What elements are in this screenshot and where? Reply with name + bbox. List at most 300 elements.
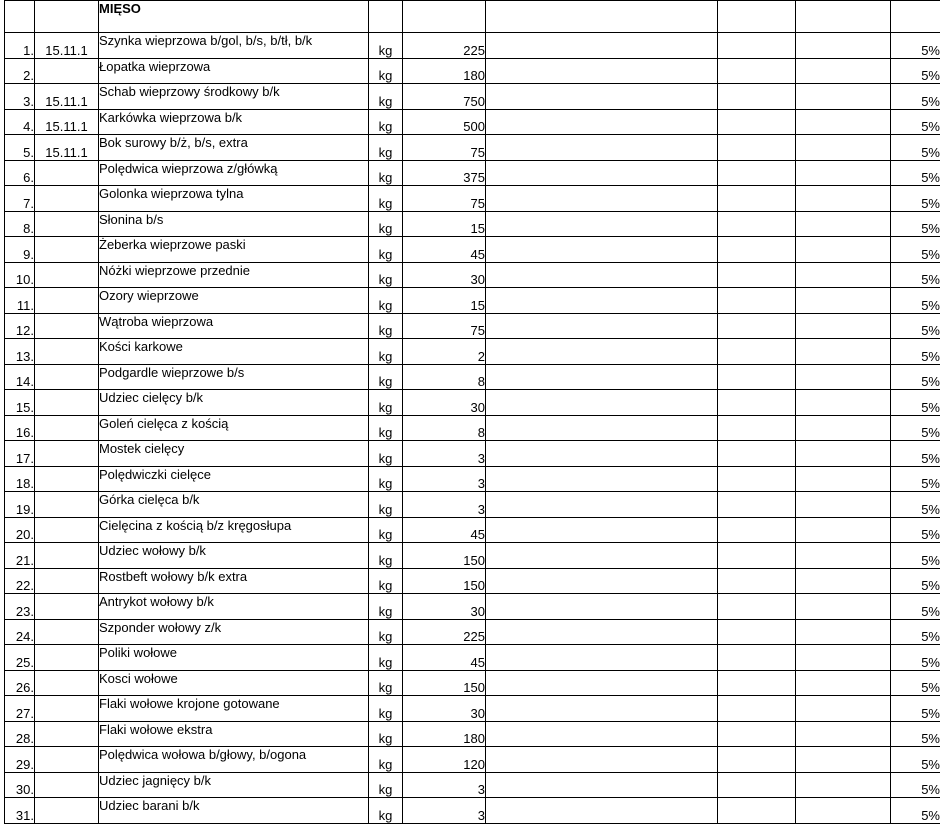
- unit-cell: kg: [369, 109, 403, 135]
- empty-cell: [718, 211, 796, 237]
- empty-cell: [796, 186, 891, 212]
- empty-cell: [796, 237, 891, 263]
- empty-cell: [718, 415, 796, 441]
- empty-cell: [486, 619, 718, 645]
- empty-cell: [486, 135, 718, 161]
- empty-cell: [718, 1, 796, 33]
- unit-cell: kg: [369, 543, 403, 569]
- empty-cell: [486, 747, 718, 773]
- meat-order-table: [4, 0, 940, 824]
- row-number: 28.: [5, 721, 35, 747]
- row-number: 5.: [5, 135, 35, 161]
- table-row: [5, 415, 940, 441]
- vat-rate-cell: 5%: [891, 415, 940, 441]
- unit-cell: kg: [369, 58, 403, 84]
- product-name: Schab wieprzowy środkowy b/k: [99, 84, 369, 110]
- empty-cell: [796, 211, 891, 237]
- empty-cell: [486, 798, 718, 824]
- table-row: [5, 772, 940, 798]
- table-row: [5, 33, 940, 59]
- quantity-cell: 45: [403, 645, 486, 671]
- product-code: [35, 619, 99, 645]
- unit-cell: kg: [369, 721, 403, 747]
- empty-cell: [718, 441, 796, 467]
- vat-rate-cell: 5%: [891, 670, 940, 696]
- empty-cell: [796, 288, 891, 314]
- table-row: [5, 186, 940, 212]
- unit-cell: kg: [369, 517, 403, 543]
- unit-cell: kg: [369, 313, 403, 339]
- table-row: [5, 670, 940, 696]
- table-row: [5, 619, 940, 645]
- quantity-cell: 150: [403, 670, 486, 696]
- empty-cell: [796, 58, 891, 84]
- unit-cell: kg: [369, 339, 403, 365]
- empty-cell: [796, 645, 891, 671]
- unit-cell: kg: [369, 160, 403, 186]
- empty-cell: [486, 415, 718, 441]
- unit-cell: kg: [369, 747, 403, 773]
- empty-cell: [718, 160, 796, 186]
- empty-cell: [718, 568, 796, 594]
- product-code: [35, 262, 99, 288]
- empty-cell: [718, 58, 796, 84]
- unit-cell: kg: [369, 237, 403, 263]
- empty-cell: [796, 594, 891, 620]
- empty-cell: [486, 58, 718, 84]
- table-row: [5, 390, 940, 416]
- product-name: Kości karkowe: [99, 339, 369, 365]
- row-number: 2.: [5, 58, 35, 84]
- unit-cell: kg: [369, 415, 403, 441]
- table-row: [5, 211, 940, 237]
- empty-cell: [796, 160, 891, 186]
- empty-cell: [718, 288, 796, 314]
- product-name: Łopatka wieprzowa: [99, 58, 369, 84]
- table-row: [5, 747, 940, 773]
- product-code: [35, 543, 99, 569]
- product-name: Goleń cielęca z kością: [99, 415, 369, 441]
- row-number: 16.: [5, 415, 35, 441]
- empty-cell: [718, 696, 796, 722]
- product-name: Flaki wołowe ekstra: [99, 721, 369, 747]
- table-row: [5, 594, 940, 620]
- row-number: 1.: [5, 33, 35, 59]
- empty-cell: [486, 517, 718, 543]
- empty-cell: [718, 33, 796, 59]
- empty-cell: [486, 84, 718, 110]
- table-row: [5, 84, 940, 110]
- row-number: 3.: [5, 84, 35, 110]
- vat-rate-cell: 5%: [891, 772, 940, 798]
- product-name: Rostbeft wołowy b/k extra: [99, 568, 369, 594]
- product-name: Antrykot wołowy b/k: [99, 594, 369, 620]
- quantity-cell: 3: [403, 466, 486, 492]
- vat-rate-cell: 5%: [891, 109, 940, 135]
- quantity-cell: 375: [403, 160, 486, 186]
- empty-cell: [486, 492, 718, 518]
- empty-cell: [796, 262, 891, 288]
- product-code: [35, 288, 99, 314]
- empty-cell: [486, 568, 718, 594]
- row-number: 23.: [5, 594, 35, 620]
- table-row: [5, 364, 940, 390]
- quantity-cell: 150: [403, 543, 486, 569]
- product-code: 15.11.1: [35, 109, 99, 135]
- product-code: [35, 364, 99, 390]
- empty-cell: [796, 517, 891, 543]
- product-code: [35, 415, 99, 441]
- empty-cell: [718, 772, 796, 798]
- empty-cell: [796, 33, 891, 59]
- product-code: 15.11.1: [35, 135, 99, 161]
- row-number: 6.: [5, 160, 35, 186]
- empty-cell: [718, 517, 796, 543]
- vat-rate-cell: 5%: [891, 619, 940, 645]
- product-name: Kosci wołowe: [99, 670, 369, 696]
- empty-cell: [718, 543, 796, 569]
- empty-cell: [796, 84, 891, 110]
- empty-cell: [796, 798, 891, 824]
- vat-rate-cell: 5%: [891, 211, 940, 237]
- product-code: [35, 670, 99, 696]
- row-number: 15.: [5, 390, 35, 416]
- empty-cell: [403, 1, 486, 33]
- vat-rate-cell: 5%: [891, 288, 940, 314]
- quantity-cell: 500: [403, 109, 486, 135]
- vat-rate-cell: 5%: [891, 339, 940, 365]
- quantity-cell: 2: [403, 339, 486, 365]
- unit-cell: kg: [369, 186, 403, 212]
- table-row: [5, 568, 940, 594]
- empty-cell: [796, 747, 891, 773]
- empty-cell: [796, 109, 891, 135]
- product-name: Golonka wieprzowa tylna: [99, 186, 369, 212]
- table-row: [5, 466, 940, 492]
- unit-cell: kg: [369, 135, 403, 161]
- product-name: Polędwica wołowa b/głowy, b/ogona: [99, 747, 369, 773]
- table-row: [5, 262, 940, 288]
- empty-cell: [486, 262, 718, 288]
- product-code: [35, 390, 99, 416]
- quantity-cell: 30: [403, 696, 486, 722]
- unit-cell: kg: [369, 211, 403, 237]
- table-row: [5, 543, 940, 569]
- product-code: [35, 568, 99, 594]
- unit-cell: kg: [369, 492, 403, 518]
- unit-cell: kg: [369, 568, 403, 594]
- empty-cell: [486, 313, 718, 339]
- vat-rate-cell: 5%: [891, 313, 940, 339]
- vat-rate-cell: 5%: [891, 543, 940, 569]
- empty-cell: [796, 135, 891, 161]
- row-number: 18.: [5, 466, 35, 492]
- product-code: [35, 492, 99, 518]
- empty-cell: [486, 390, 718, 416]
- empty-cell: [486, 772, 718, 798]
- vat-rate-cell: 5%: [891, 594, 940, 620]
- quantity-cell: 75: [403, 186, 486, 212]
- row-number: 12.: [5, 313, 35, 339]
- quantity-cell: 120: [403, 747, 486, 773]
- table-row: [5, 288, 940, 314]
- product-name: Polędwica wieprzowa z/główką: [99, 160, 369, 186]
- quantity-cell: 15: [403, 211, 486, 237]
- vat-rate-cell: 5%: [891, 441, 940, 467]
- section-title: MIĘSO: [99, 1, 369, 33]
- quantity-cell: 180: [403, 721, 486, 747]
- unit-cell: kg: [369, 670, 403, 696]
- row-number: 8.: [5, 211, 35, 237]
- product-code: [35, 237, 99, 263]
- product-code: [35, 58, 99, 84]
- table-row: [5, 696, 940, 722]
- product-code: [35, 466, 99, 492]
- vat-rate-cell: 5%: [891, 721, 940, 747]
- row-number: 4.: [5, 109, 35, 135]
- empty-cell: [718, 84, 796, 110]
- table-row: [5, 798, 940, 824]
- vat-rate-cell: 5%: [891, 696, 940, 722]
- quantity-cell: 750: [403, 84, 486, 110]
- product-name: Udziec jagnięcy b/k: [99, 772, 369, 798]
- empty-cell: [5, 1, 35, 33]
- product-name: Słonina b/s: [99, 211, 369, 237]
- vat-rate-cell: 5%: [891, 58, 940, 84]
- product-code: [35, 772, 99, 798]
- empty-cell: [796, 543, 891, 569]
- table-row: [5, 109, 940, 135]
- unit-cell: kg: [369, 772, 403, 798]
- vat-rate-cell: 5%: [891, 186, 940, 212]
- empty-cell: [486, 288, 718, 314]
- row-number: 10.: [5, 262, 35, 288]
- empty-cell: [718, 466, 796, 492]
- product-code: [35, 186, 99, 212]
- empty-cell: [486, 466, 718, 492]
- vat-rate-cell: 5%: [891, 84, 940, 110]
- empty-cell: [718, 135, 796, 161]
- product-code: [35, 594, 99, 620]
- empty-cell: [486, 1, 718, 33]
- vat-rate-cell: 5%: [891, 798, 940, 824]
- unit-cell: kg: [369, 798, 403, 824]
- empty-cell: [796, 619, 891, 645]
- empty-cell: [718, 619, 796, 645]
- empty-cell: [486, 594, 718, 620]
- unit-cell: kg: [369, 441, 403, 467]
- product-name: Udziec barani b/k: [99, 798, 369, 824]
- row-number: 22.: [5, 568, 35, 594]
- product-name: Udziec cielęcy b/k: [99, 390, 369, 416]
- empty-cell: [718, 313, 796, 339]
- row-number: 9.: [5, 237, 35, 263]
- quantity-cell: 3: [403, 772, 486, 798]
- empty-cell: [486, 211, 718, 237]
- vat-rate-cell: 5%: [891, 645, 940, 671]
- quantity-cell: 150: [403, 568, 486, 594]
- product-name: Ozory wieprzowe: [99, 288, 369, 314]
- empty-cell: [718, 109, 796, 135]
- unit-cell: kg: [369, 262, 403, 288]
- row-number: 21.: [5, 543, 35, 569]
- row-number: 20.: [5, 517, 35, 543]
- product-name: Bok surowy b/ż, b/s, extra: [99, 135, 369, 161]
- product-name: Polędwiczki cielęce: [99, 466, 369, 492]
- quantity-cell: 15: [403, 288, 486, 314]
- vat-rate-cell: 5%: [891, 517, 940, 543]
- product-code: [35, 211, 99, 237]
- row-number: 24.: [5, 619, 35, 645]
- product-code: [35, 721, 99, 747]
- row-number: 7.: [5, 186, 35, 212]
- table-row: [5, 339, 940, 365]
- empty-cell: [796, 313, 891, 339]
- quantity-cell: 180: [403, 58, 486, 84]
- empty-cell: [796, 415, 891, 441]
- empty-cell: [486, 364, 718, 390]
- vat-rate-cell: 5%: [891, 390, 940, 416]
- empty-cell: [718, 721, 796, 747]
- empty-cell: [486, 645, 718, 671]
- empty-cell: [369, 1, 403, 33]
- row-number: 13.: [5, 339, 35, 365]
- empty-cell: [718, 237, 796, 263]
- empty-cell: [796, 721, 891, 747]
- row-number: 30.: [5, 772, 35, 798]
- empty-cell: [796, 364, 891, 390]
- empty-cell: [796, 772, 891, 798]
- empty-cell: [796, 492, 891, 518]
- empty-cell: [796, 696, 891, 722]
- vat-rate-cell: 5%: [891, 747, 940, 773]
- product-code: [35, 696, 99, 722]
- empty-cell: [718, 798, 796, 824]
- empty-cell: [796, 568, 891, 594]
- table-row: [5, 645, 940, 671]
- quantity-cell: 30: [403, 594, 486, 620]
- product-code: [35, 339, 99, 365]
- empty-cell: [486, 33, 718, 59]
- unit-cell: kg: [369, 288, 403, 314]
- table-row: [5, 313, 940, 339]
- vat-rate-cell: 5%: [891, 33, 940, 59]
- quantity-cell: 75: [403, 135, 486, 161]
- unit-cell: kg: [369, 619, 403, 645]
- product-code: [35, 160, 99, 186]
- product-code: [35, 517, 99, 543]
- product-name: Nóżki wieprzowe przednie: [99, 262, 369, 288]
- empty-cell: [796, 339, 891, 365]
- quantity-cell: 75: [403, 313, 486, 339]
- product-name: Górka cielęca b/k: [99, 492, 369, 518]
- empty-cell: [486, 237, 718, 263]
- product-name: Żeberka wieprzowe paski: [99, 237, 369, 263]
- section-header-row: [5, 1, 940, 33]
- row-number: 17.: [5, 441, 35, 467]
- vat-rate-cell: 5%: [891, 262, 940, 288]
- product-name: Mostek cielęcy: [99, 441, 369, 467]
- empty-cell: [718, 339, 796, 365]
- empty-cell: [486, 543, 718, 569]
- product-name: Podgardle wieprzowe b/s: [99, 364, 369, 390]
- row-number: 14.: [5, 364, 35, 390]
- product-name: Poliki wołowe: [99, 645, 369, 671]
- empty-cell: [796, 390, 891, 416]
- table-row: [5, 58, 940, 84]
- empty-cell: [486, 160, 718, 186]
- row-number: 27.: [5, 696, 35, 722]
- empty-cell: [796, 441, 891, 467]
- product-code: 15.11.1: [35, 84, 99, 110]
- row-number: 25.: [5, 645, 35, 671]
- empty-cell: [35, 1, 99, 33]
- empty-cell: [486, 670, 718, 696]
- empty-cell: [486, 339, 718, 365]
- empty-cell: [718, 364, 796, 390]
- empty-cell: [796, 670, 891, 696]
- row-number: 26.: [5, 670, 35, 696]
- empty-cell: [718, 594, 796, 620]
- empty-cell: [718, 262, 796, 288]
- product-code: 15.11.1: [35, 33, 99, 59]
- empty-cell: [718, 186, 796, 212]
- vat-rate-cell: 5%: [891, 466, 940, 492]
- table-row: [5, 517, 940, 543]
- unit-cell: kg: [369, 84, 403, 110]
- product-code: [35, 798, 99, 824]
- table-row: [5, 135, 940, 161]
- quantity-cell: 8: [403, 364, 486, 390]
- empty-cell: [718, 492, 796, 518]
- product-name: Cielęcina z kością b/z kręgosłupa: [99, 517, 369, 543]
- quantity-cell: 3: [403, 492, 486, 518]
- table-row: [5, 441, 940, 467]
- unit-cell: kg: [369, 33, 403, 59]
- vat-rate-cell: 5%: [891, 364, 940, 390]
- product-code: [35, 313, 99, 339]
- row-number: 29.: [5, 747, 35, 773]
- quantity-cell: 3: [403, 441, 486, 467]
- table-body: [5, 1, 940, 824]
- table-row: [5, 492, 940, 518]
- unit-cell: kg: [369, 696, 403, 722]
- empty-cell: [486, 696, 718, 722]
- empty-cell: [718, 670, 796, 696]
- table-row: [5, 160, 940, 186]
- product-code: [35, 441, 99, 467]
- unit-cell: kg: [369, 466, 403, 492]
- unit-cell: kg: [369, 645, 403, 671]
- product-name: Wątroba wieprzowa: [99, 313, 369, 339]
- product-name: Flaki wołowe krojone gotowane: [99, 696, 369, 722]
- empty-cell: [486, 441, 718, 467]
- product-code: [35, 747, 99, 773]
- quantity-cell: 225: [403, 33, 486, 59]
- quantity-cell: 8: [403, 415, 486, 441]
- empty-cell: [486, 109, 718, 135]
- row-number: 11.: [5, 288, 35, 314]
- vat-rate-cell: 5%: [891, 492, 940, 518]
- empty-cell: [718, 645, 796, 671]
- empty-cell: [796, 1, 891, 33]
- empty-cell: [486, 721, 718, 747]
- vat-rate-cell: 5%: [891, 237, 940, 263]
- row-number: 19.: [5, 492, 35, 518]
- vat-rate-cell: 5%: [891, 160, 940, 186]
- quantity-cell: 225: [403, 619, 486, 645]
- empty-cell: [796, 466, 891, 492]
